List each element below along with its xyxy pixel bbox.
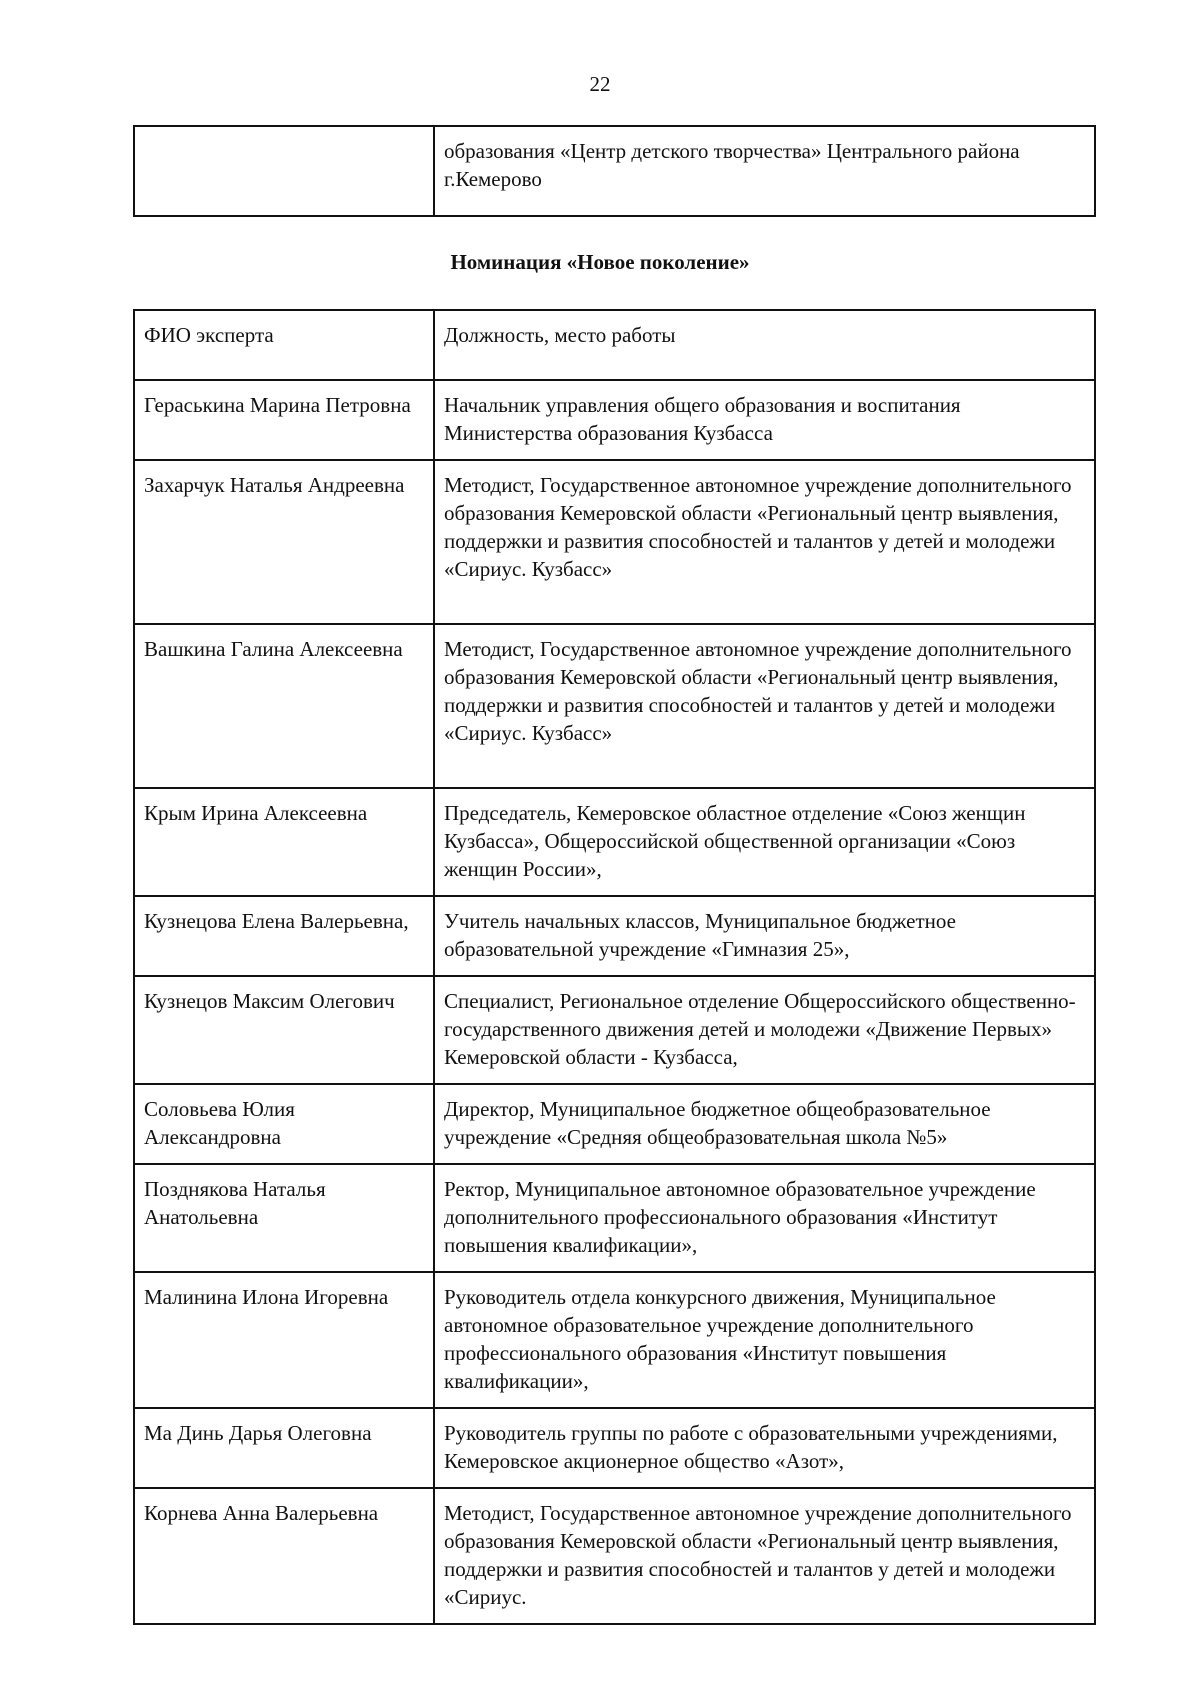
expert-position: Специалист, Региональное отделение Общероссийского общественно-государственного движения детей и молодежи «Движение Первых» Кемеровской области - Кузбасса,: [434, 976, 1095, 1084]
table-row: [134, 624, 1095, 788]
expert-position: Директор, Муниципальное бюджетное общеобразовательное учреждение «Средняя общеобразовательная школа №5»: [434, 1084, 1095, 1164]
continuation-name-cell: [134, 126, 434, 216]
expert-name: Захарчук Наталья Андреевна: [134, 460, 434, 624]
table-row: [134, 380, 1095, 460]
expert-name: Корнева Анна Валерьевна: [134, 1488, 434, 1624]
table-row: [134, 976, 1095, 1084]
page-number: 22: [589, 72, 611, 96]
table-row: [134, 1084, 1095, 1164]
continuation-position-cell: образования «Центр детского творчества» Центрального района г.Кемерово: [434, 126, 1095, 216]
expert-position: Методист, Государственное автономное учреждение дополнительного образования Кемеровской области «Региональный центр выявления, поддержки и развития способностей и талантов у детей и молодежи «Сириус. Кузбасс»: [434, 624, 1095, 788]
expert-position: Председатель, Кемеровское областное отделение «Союз женщин Кузбасса», Общероссийской общественной организации «Союз женщин России»,: [434, 788, 1095, 896]
table-row: [134, 1408, 1095, 1488]
table-row: [134, 1272, 1095, 1408]
expert-name: Гераськина Марина Петровна: [134, 380, 434, 460]
expert-name: Кузнецова Елена Валерьевна,: [134, 896, 434, 976]
expert-position: Учитель начальных классов, Муниципальное бюджетное образовательной учреждение «Гимназия 25»,: [434, 896, 1095, 976]
expert-position: Руководитель группы по работе с образовательными учреждениями, Кемеровское акционерное общество «Азот»,: [434, 1408, 1095, 1488]
expert-name: Ма Динь Дарья Олеговна: [134, 1408, 434, 1488]
table-row: [134, 126, 1095, 216]
table-row: [134, 1488, 1095, 1624]
expert-position: Начальник управления общего образования и воспитания Министерства образования Кузбасса: [434, 380, 1095, 460]
table-row: [134, 1164, 1095, 1272]
expert-name: Малинина Илона Игоревна: [134, 1272, 434, 1408]
experts-table: [133, 309, 1096, 1625]
header-name: ФИО эксперта: [134, 310, 434, 380]
expert-name: Крым Ирина Алексеевна: [134, 788, 434, 896]
table-row: [134, 788, 1095, 896]
expert-name: Кузнецов Максим Олегович: [134, 976, 434, 1084]
expert-position: Методист, Государственное автономное учреждение дополнительного образования Кемеровской области «Региональный центр выявления, поддержки и развития способностей и талантов у детей и молодежи «Сириус.: [434, 1488, 1095, 1624]
expert-name: Соловьева Юлия Александровна: [134, 1084, 434, 1164]
expert-name: Вашкина Галина Алексеевна: [134, 624, 434, 788]
header-position: Должность, место работы: [434, 310, 1095, 380]
continuation-table: [133, 125, 1096, 217]
expert-position: Руководитель отдела конкурсного движения, Муниципальное автономное образовательное учреждение дополнительного профессионального образования «Институт повышения квалификации»,: [434, 1272, 1095, 1408]
table-row: [134, 896, 1095, 976]
expert-position: Методист, Государственное автономное учреждение дополнительного образования Кемеровской области «Региональный центр выявления, поддержки и развития способностей и талантов у детей и молодежи «Сириус. Кузбасс»: [434, 460, 1095, 624]
section-title: Номинация «Новое поколение»: [450, 250, 750, 274]
table-row: [134, 460, 1095, 624]
table-header-row: [134, 310, 1095, 380]
expert-name: Позднякова Наталья Анатольевна: [134, 1164, 434, 1272]
expert-position: Ректор, Муниципальное автономное образовательное учреждение дополнительного профессионального образования «Институт повышения квалификации»,: [434, 1164, 1095, 1272]
